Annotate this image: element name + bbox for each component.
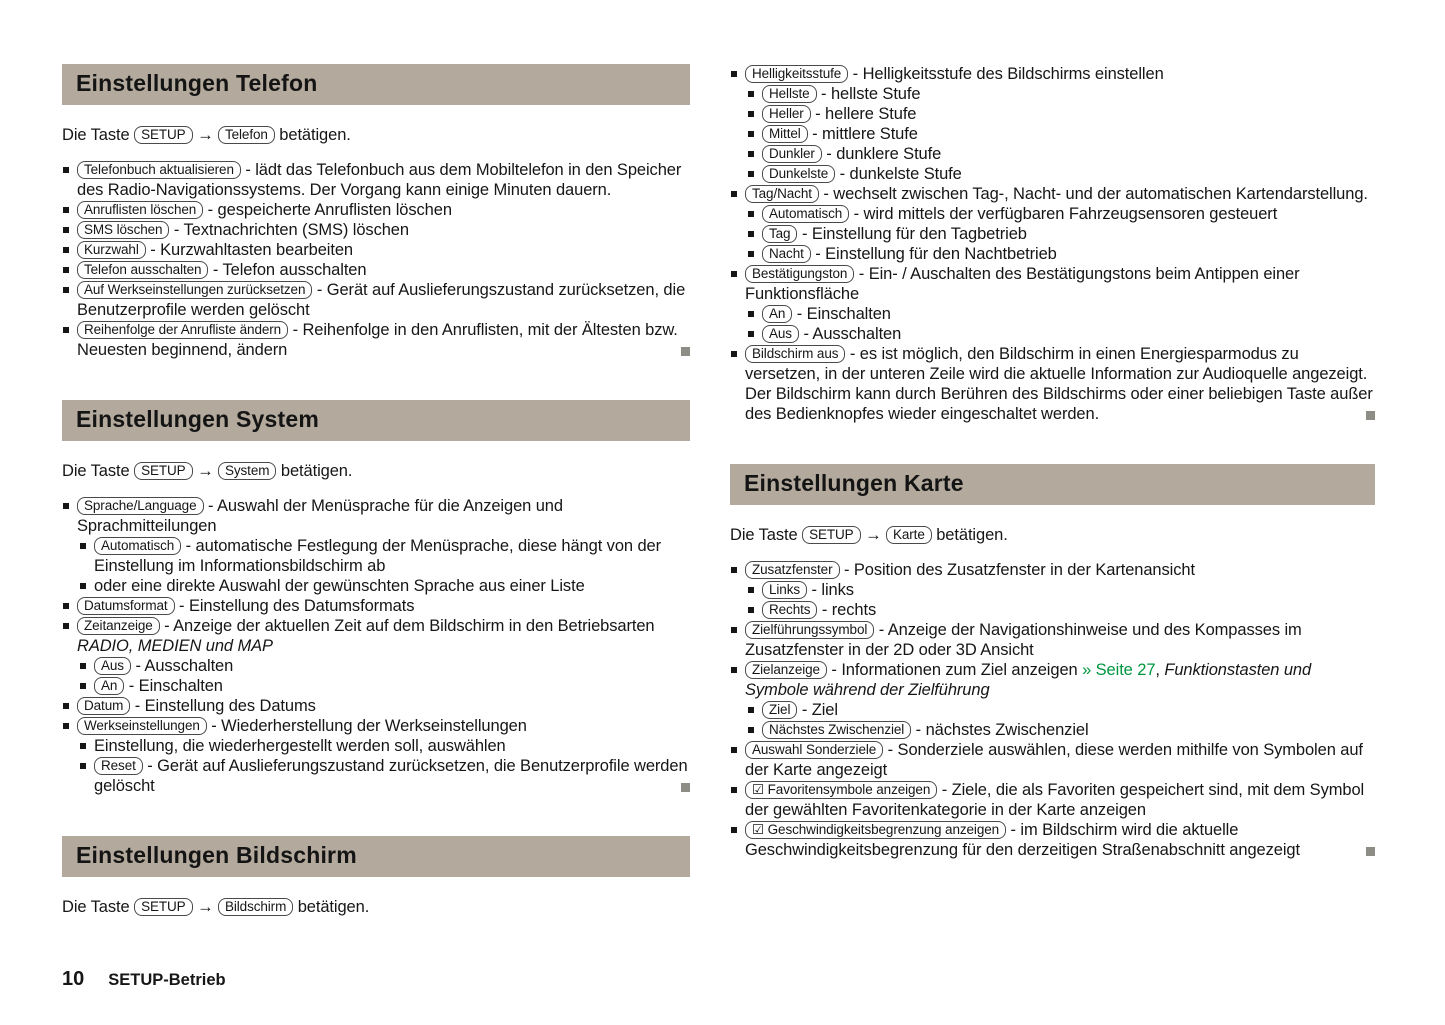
list-item: [747, 164, 1375, 184]
bullet-icon: [63, 723, 69, 729]
keycap-auf-werkseinstellungen-zurücksetzen: Auf Werkseinstellungen zurücksetzen: [77, 281, 312, 299]
text-run: - Auswahl der Menüsprache für die Anzeigen und Sprachmitteilungen: [77, 497, 563, 535]
italic-text: RADIO, MEDIEN und MAP: [77, 637, 273, 655]
bullet-icon: [63, 703, 69, 709]
text-run: - dunkelste Stufe: [835, 165, 962, 183]
section-einstellungen-karte: [730, 464, 1375, 860]
text-run: - links: [807, 581, 854, 599]
text-run: ,: [1155, 661, 1165, 679]
keycap-ziel: Ziel: [762, 701, 797, 719]
list-item: [730, 820, 1375, 860]
bullet-icon: [63, 227, 69, 233]
text-run: - Ein- / Auschalten des Bestätigungstons beim Antippen einer Funktionsfläche: [745, 265, 1300, 303]
keycap-links: Links: [762, 581, 807, 599]
section-einstellungen-bildschirm: [62, 836, 690, 917]
text-run: - Ausschalten: [130, 657, 234, 675]
bullet-icon: [748, 251, 754, 257]
bullet-icon: [731, 667, 737, 673]
list-item: [79, 536, 690, 576]
keycap-aus: Aus: [762, 325, 799, 343]
text-run: →: [192, 462, 218, 480]
right-column: [730, 64, 1375, 932]
section-intro: [730, 525, 1375, 545]
keycap-geschwindigkeitsbegrenzung-anzeigen: ☑ Geschwindigkeitsbegrenzung anzeigen: [745, 821, 1006, 839]
keycap-sms-löschen: SMS löschen: [77, 221, 169, 239]
text-run: - im Bildschirm wird die aktuelle Geschwindigkeitsbegrenzung für den derzeitigen Straßenabschnitt angezeigt: [745, 821, 1300, 859]
bullet-icon: [748, 727, 754, 733]
list-item: [730, 184, 1375, 204]
keycap-anruflisten-löschen: Anruflisten löschen: [77, 201, 203, 219]
list-item: [747, 84, 1375, 104]
list-item: [62, 320, 690, 360]
keycap-favoritensymbole-anzeigen: ☑ Favoritensymbole anzeigen: [745, 781, 937, 799]
keycap-mittel: Mittel: [762, 125, 808, 143]
bullet-icon: [731, 747, 737, 753]
bullet-icon: [748, 231, 754, 237]
section-title: Einstellungen System: [76, 406, 320, 432]
text-run: - Helligkeitsstufe des Bildschirms einstellen: [848, 65, 1164, 83]
list-item: [62, 200, 690, 220]
list-item: [730, 780, 1375, 820]
bullet-icon: [80, 683, 86, 689]
text-run: - hellere Stufe: [810, 105, 917, 123]
bullet-icon: [80, 763, 86, 769]
item-list: [730, 560, 1375, 860]
keycap-zielanzeige: Zielanzeige: [745, 661, 827, 679]
list-item: [747, 600, 1375, 620]
text-run: - Einstellung für den Tagbetrieb: [797, 225, 1027, 243]
section-title: Einstellungen Telefon: [76, 70, 318, 96]
list-item: [79, 576, 690, 596]
text-run: betätigen.: [276, 462, 353, 480]
text-run: Einstellung, die wiederhergestellt werden soll, auswählen: [94, 737, 506, 755]
footer-section-label: SETUP-Betrieb: [108, 971, 226, 989]
keycap-system: System: [218, 462, 276, 480]
bullet-icon: [63, 503, 69, 509]
section-einstellungen-telefon: [62, 64, 690, 360]
text-run: →: [860, 526, 886, 544]
bullet-icon: [63, 327, 69, 333]
bullet-icon: [748, 331, 754, 337]
list-item: [747, 224, 1375, 244]
text-run: - Gerät auf Auslieferungszustand zurücksetzen, die Benutzerprofile werden gelöscht: [94, 757, 688, 795]
text-run: - Gerät auf Auslieferungszustand zurücksetzen, die Benutzerprofile werden gelöscht: [77, 281, 686, 319]
text-run: - Ziel: [797, 701, 838, 719]
list-item: [747, 124, 1375, 144]
list-item: [730, 620, 1375, 660]
bullet-icon: [80, 663, 86, 669]
keycap-dunkler: Dunkler: [762, 145, 822, 163]
bullet-icon: [63, 207, 69, 213]
section-end-icon: [1366, 847, 1375, 856]
text-run: - dunklere Stufe: [821, 145, 942, 163]
bullet-icon: [63, 167, 69, 173]
text-run: - rechts: [817, 601, 877, 619]
bullet-icon: [731, 71, 737, 77]
list-item: [62, 496, 690, 536]
bullet-icon: [80, 543, 86, 549]
list-item: [747, 104, 1375, 124]
list-item: [62, 160, 690, 200]
keycap-heller: Heller: [762, 105, 811, 123]
section-intro: [62, 461, 690, 481]
bullet-icon: [748, 311, 754, 317]
keycap-tag-nacht: Tag/Nacht: [745, 185, 819, 203]
text-run: betätigen.: [931, 526, 1008, 544]
text-run: - Kurzwahltasten bearbeiten: [145, 241, 353, 259]
keycap-hellste: Hellste: [762, 85, 817, 103]
text-run: - Position des Zusatzfenster in der Kartenansicht: [839, 561, 1195, 579]
keycap-bestätigungston: Bestätigungston: [745, 265, 854, 283]
list-item: [62, 280, 690, 320]
text-run: Die Taste: [62, 126, 135, 144]
page-number: 10: [62, 968, 85, 990]
bullet-icon: [731, 351, 737, 357]
text-run: - Einstellung des Datums: [130, 697, 316, 715]
bullet-icon: [731, 787, 737, 793]
text-run: - Einschalten: [124, 677, 223, 695]
keycap-datumsformat: Datumsformat: [77, 597, 175, 615]
text-run: - wechselt zwischen Tag-, Nacht- und der automatischen Kartendarstellung.: [818, 185, 1368, 203]
keycap-nächstes-zwischenziel: Nächstes Zwischenziel: [762, 721, 911, 739]
bullet-icon: [731, 627, 737, 633]
text-run: - wird mittels der verfügbaren Fahrzeugsensoren gesteuert: [849, 205, 1278, 223]
list-item: [79, 676, 690, 696]
text-run: - Einstellung für den Nachtbetrieb: [810, 245, 1057, 263]
section-end-icon: [681, 347, 690, 356]
keycap-automatisch: Automatisch: [762, 205, 849, 223]
text-run: - Einschalten: [792, 305, 891, 323]
bullet-icon: [63, 287, 69, 293]
section-title: Einstellungen Karte: [744, 470, 964, 496]
text-run: - Ausschalten: [798, 325, 902, 343]
text-run: oder eine direkte Auswahl der gewünschten Sprache aus einer Liste: [94, 577, 585, 595]
page-reference-link[interactable]: » Seite 27: [1082, 661, 1156, 679]
keycap-helligkeitsstufe: Helligkeitsstufe: [745, 65, 848, 83]
section-intro: [62, 125, 690, 145]
keycap-setup: SETUP: [802, 526, 861, 544]
item-list: [62, 160, 690, 360]
keycap-karte: Karte: [886, 526, 932, 544]
bullet-icon: [748, 607, 754, 613]
list-item: [62, 596, 690, 616]
list-item: [730, 344, 1375, 424]
text-run: Die Taste: [62, 462, 135, 480]
list-item: [79, 656, 690, 676]
text-run: - Informationen zum Ziel anzeigen: [826, 661, 1083, 679]
section-intro: [62, 897, 690, 917]
list-item: [62, 696, 690, 716]
section-continuation: [730, 64, 1375, 424]
text-run: →: [192, 898, 218, 916]
list-item: [747, 324, 1375, 344]
text-run: →: [192, 126, 218, 144]
list-item: [730, 560, 1375, 580]
bullet-icon: [748, 211, 754, 217]
keycap-reset: Reset: [94, 757, 143, 775]
text-run: Die Taste: [62, 898, 135, 916]
section-header: [62, 836, 690, 877]
text-run: - Reihenfolge in den Anruflisten, mit der Ältesten bzw. Neuesten beginnend, ändern: [77, 321, 678, 359]
italic-text: Funktionstasten und Symbole während der Zielführung: [745, 661, 1312, 699]
text-run: - mittlere Stufe: [807, 125, 918, 143]
text-run: - es ist möglich, den Bildschirm in einen Energiesparmodus zu versetzen, in der unteren Zeile wird die aktuelle Information zur Audioquelle angezeigt. Der Bildschirm kann durch Berühren des Bildschirms oder einer beliebigen Taste außer des Bedienknopfes wieder eingeschaltet werden.: [745, 345, 1373, 423]
page-footer: [62, 968, 226, 991]
bullet-icon: [731, 271, 737, 277]
text-run: - Anzeige der Navigationshinweise und des Kompasses im Zusatzfenster in der 2D oder 3D Ansicht: [745, 621, 1302, 659]
text-run: - nächstes Zwischenziel: [911, 721, 1089, 739]
keycap-datum: Datum: [77, 697, 130, 715]
bullet-icon: [748, 131, 754, 137]
bullet-icon: [748, 707, 754, 713]
list-item: [747, 580, 1375, 600]
section-header: [62, 64, 690, 105]
keycap-telefon: Telefon: [218, 126, 275, 144]
list-item: [747, 204, 1375, 224]
text-run: - Textnachrichten (SMS) löschen: [169, 221, 409, 239]
bullet-icon: [731, 191, 737, 197]
keycap-bildschirm-aus: Bildschirm aus: [745, 345, 845, 363]
left-column: [62, 64, 690, 932]
keycap-an: An: [94, 677, 124, 695]
text-run: - Wiederherstellung der Werkseinstellungen: [206, 717, 527, 735]
list-item: [730, 64, 1375, 84]
section-end-icon: [681, 783, 690, 792]
bullet-icon: [63, 247, 69, 253]
bullet-icon: [748, 587, 754, 593]
keycap-sprache-language: Sprache/Language: [77, 497, 204, 515]
text-run: - Anzeige der aktuellen Zeit auf dem Bildschirm in den Betriebsarten: [159, 617, 655, 635]
list-item: [730, 740, 1375, 780]
text-run: - hellste Stufe: [816, 85, 921, 103]
list-item: [79, 756, 690, 796]
text-run: - gespeicherte Anruflisten löschen: [203, 201, 452, 219]
list-item: [62, 220, 690, 240]
list-item: [747, 304, 1375, 324]
bullet-icon: [748, 151, 754, 157]
keycap-rechts: Rechts: [762, 601, 817, 619]
bullet-icon: [80, 743, 86, 749]
bullet-icon: [63, 267, 69, 273]
section-header: [62, 400, 690, 441]
list-item: [747, 700, 1375, 720]
text-run: betätigen.: [274, 126, 351, 144]
bullet-icon: [63, 623, 69, 629]
keycap-telefonbuch-aktualisieren: Telefonbuch aktualisieren: [77, 161, 241, 179]
text-run: Die Taste: [730, 526, 803, 544]
list-item: [62, 260, 690, 280]
keycap-an: An: [762, 305, 792, 323]
list-item: [730, 264, 1375, 304]
text-run: - Einstellung des Datumsformats: [174, 597, 415, 615]
keycap-setup: SETUP: [134, 462, 193, 480]
section-end-icon: [1366, 411, 1375, 420]
keycap-auswahl-sonderziele: Auswahl Sonderziele: [745, 741, 883, 759]
list-item: [747, 720, 1375, 740]
list-item: [747, 244, 1375, 264]
keycap-nacht: Nacht: [762, 245, 811, 263]
bullet-icon: [748, 171, 754, 177]
text-run: betätigen.: [293, 898, 370, 916]
keycap-zielführungssymbol: Zielführungssymbol: [745, 621, 874, 639]
bullet-icon: [748, 111, 754, 117]
list-item: [747, 144, 1375, 164]
keycap-setup: SETUP: [134, 898, 193, 916]
item-list: [62, 496, 690, 796]
keycap-telefon-ausschalten: Telefon ausschalten: [77, 261, 208, 279]
list-item: [730, 660, 1375, 700]
keycap-automatisch: Automatisch: [94, 537, 181, 555]
keycap-zeitanzeige: Zeitanzeige: [77, 617, 160, 635]
section-header: [730, 464, 1375, 505]
text-run: - Sonderziele auswählen, diese werden mithilfe von Symbolen auf der Karte angezeigt: [745, 741, 1363, 779]
text-run: - automatische Festlegung der Menüsprache, diese hängt von der Einstellung im Informationsbildschirm ab: [94, 537, 662, 575]
bullet-icon: [63, 603, 69, 609]
keycap-setup: SETUP: [134, 126, 193, 144]
section-title: Einstellungen Bildschirm: [76, 842, 357, 868]
keycap-werkseinstellungen: Werkseinstellungen: [77, 717, 207, 735]
text-run: - Telefon ausschalten: [208, 261, 367, 279]
list-item: [62, 616, 690, 656]
list-item: [62, 716, 690, 736]
text-run: - Ziele, die als Favoriten gespeichert sind, mit dem Symbol der gewählten Favoritenkategorie in der Karte anzeigen: [745, 781, 1365, 819]
list-item: [62, 240, 690, 260]
item-list: [730, 64, 1375, 424]
keycap-bildschirm: Bildschirm: [218, 898, 293, 916]
keycap-kurzwahl: Kurzwahl: [77, 241, 146, 259]
section-einstellungen-system: [62, 400, 690, 796]
keycap-tag: Tag: [762, 225, 797, 243]
bullet-icon: [80, 583, 86, 589]
keycap-aus: Aus: [94, 657, 131, 675]
bullet-icon: [748, 91, 754, 97]
bullet-icon: [731, 827, 737, 833]
bullet-icon: [731, 567, 737, 573]
list-item: [79, 736, 690, 756]
text-run: - lädt das Telefonbuch aus dem Mobiltelefon in den Speicher des Radio-Navigationssystems. Der Vorgang kann einige Minuten dauern.: [77, 161, 682, 199]
keycap-zusatzfenster: Zusatzfenster: [745, 561, 840, 579]
keycap-reihenfolge-der-anrufliste-ändern: Reihenfolge der Anrufliste ändern: [77, 321, 288, 339]
keycap-dunkelste: Dunkelste: [762, 165, 835, 183]
